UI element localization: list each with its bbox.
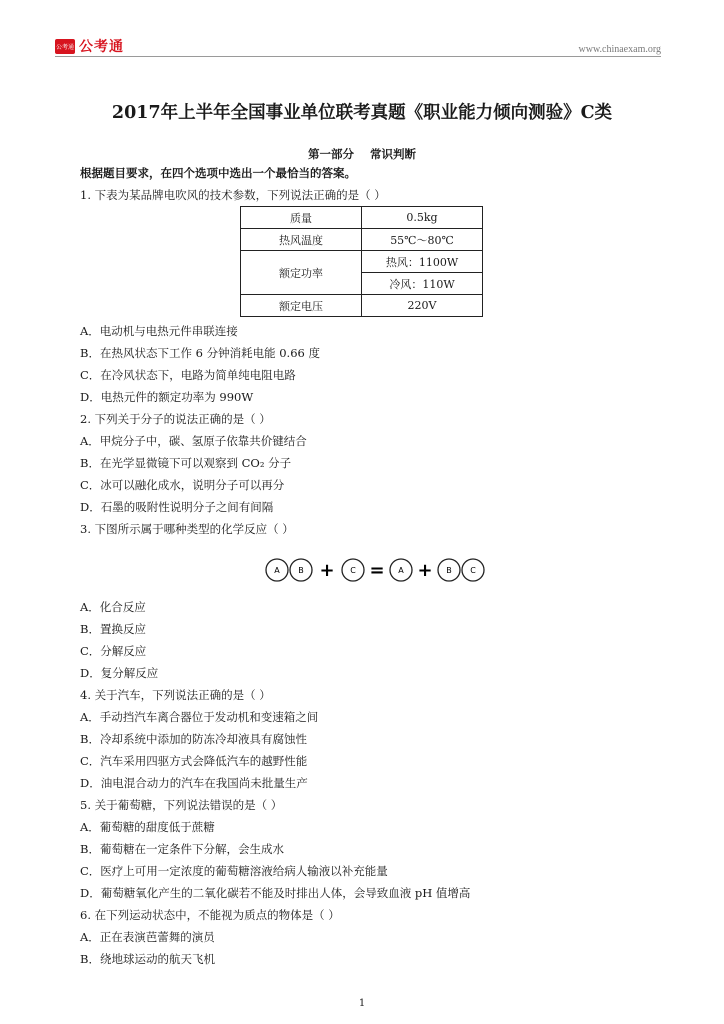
plus-sign: + (417, 560, 433, 581)
site-url[interactable]: www.chinaexam.org (578, 44, 661, 55)
spec-table (240, 206, 483, 317)
table-cell: 0.5kg (362, 207, 483, 229)
option: A．正在表演芭蕾舞的演员 (80, 930, 215, 944)
page-number: 1 (358, 998, 366, 1009)
table-cell: 冷风：110W (362, 273, 483, 295)
option: A．化合反应 (80, 600, 146, 614)
atom-label-c: C (350, 566, 356, 575)
option: A．手动挡汽车离合器位于发动机和变速箱之间 (80, 710, 319, 724)
section-heading (0, 146, 724, 162)
table-row (241, 251, 483, 273)
table-cell: 热风：1100W (362, 251, 483, 273)
option: C．汽车采用四驱方式会降低汽车的越野性能 (80, 754, 308, 768)
question-6-stem: 6. 在下列运动状态中，不能视为质点的物体是（ ） (80, 908, 340, 922)
option: C．医疗上可用一定浓度的葡萄糖溶液给病人输液以补充能量 (80, 864, 388, 878)
table-row (241, 229, 483, 251)
table-row (241, 295, 483, 317)
table-cell: 220V (362, 295, 483, 317)
atom-label-c: C (470, 566, 476, 575)
table-cell: 55℃～80℃ (362, 229, 483, 251)
atom-label-b: B (446, 566, 452, 575)
page-header (55, 34, 661, 58)
option: A．葡萄糖的甜度低于蔗糖 (80, 820, 215, 834)
table-row (241, 207, 483, 229)
option: C．冰可以融化成水，说明分子可以再分 (80, 478, 285, 492)
table-cell: 质量 (241, 207, 362, 229)
atom-label-a: A (398, 566, 404, 575)
table-cell: 额定电压 (241, 295, 362, 317)
option: D．电热元件的额定功率为 990W (80, 390, 254, 404)
atom-label-b: B (298, 566, 304, 575)
option: D．油电混合动力的汽车在我国尚未批量生产 (80, 776, 308, 790)
document-title: 2017年上半年全国事业单位联考真题《职业能力倾向测验》C类 (111, 103, 613, 123)
brand-logo[interactable] (55, 36, 124, 56)
logo-icon: 公考通 (55, 39, 75, 54)
option: D．复分解反应 (80, 666, 159, 680)
option: B．绕地球运动的航天飞机 (80, 952, 215, 966)
instruction: 根据题目要求，在四个选项中选出一个最恰当的答案。 (80, 166, 356, 180)
question-5-stem: 5. 关于葡萄糖，下列说法错误的是（ ） (80, 798, 283, 812)
reaction-diagram (264, 556, 494, 584)
option: B．葡萄糖在一定条件下分解，会生成水 (80, 842, 284, 856)
option: A．甲烷分子中，碳、氢原子依靠共价键结合 (80, 434, 307, 448)
plus-sign: + (319, 560, 335, 581)
option: B．置换反应 (80, 622, 146, 636)
option: C．分解反应 (80, 644, 147, 658)
question-1-stem: 1. 下表为某品牌电吹风的技术参数，下列说法正确的是（ ） (80, 188, 386, 202)
option: A．电动机与电热元件串联连接 (80, 324, 238, 338)
part-name: 常识判断 (370, 147, 416, 161)
atom-label-a: A (274, 566, 280, 575)
equals-sign: = (369, 560, 385, 581)
option: C．在冷风状态下，电路为简单纯电阻电路 (80, 368, 296, 382)
table-cell: 热风温度 (241, 229, 362, 251)
question-2-stem: 2. 下列关于分子的说法正确的是（ ） (80, 412, 271, 426)
option: B．在光学显微镜下可以观察到 CO₂ 分子 (80, 456, 292, 470)
option: B．冷却系统中添加的防冻冷却液具有腐蚀性 (80, 732, 307, 746)
option: D．葡萄糖氧化产生的二氧化碳若不能及时排出人体，会导致血液 pH 值增高 (80, 886, 471, 900)
question-3-stem: 3. 下图所示属于哪种类型的化学反应（ ） (80, 522, 294, 536)
header-divider (55, 56, 661, 57)
option: B．在热风状态下工作 6 分钟消耗电能 0.66 度 (80, 346, 320, 360)
table-cell: 额定功率 (241, 251, 362, 295)
logo-text: 公考通 (79, 39, 124, 55)
part-label: 第一部分 (308, 147, 354, 161)
option: D．石墨的吸附性说明分子之间有间隔 (80, 500, 274, 514)
question-4-stem: 4. 关于汽车，下列说法正确的是（ ） (80, 688, 271, 702)
